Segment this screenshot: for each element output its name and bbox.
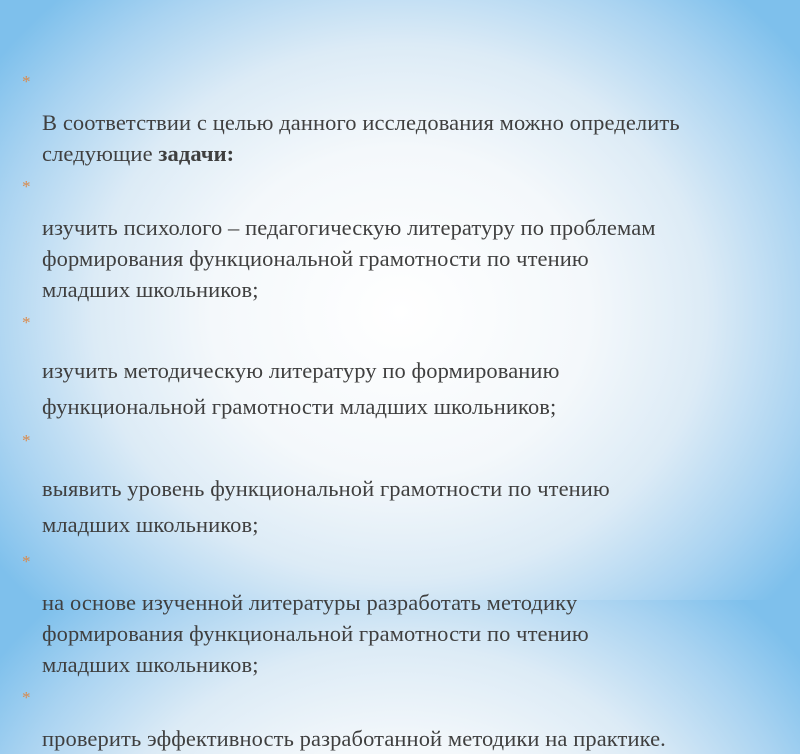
item-text: изучить методическую литературу по формированию функциональной грамотности младших школьников; — [42, 358, 560, 419]
item-text: изучить психолого – педагогическую литературу по проблемам формирования функциональной грамотности по чтению младших школьников; — [42, 215, 656, 302]
list-item — [22, 177, 798, 305]
bullet-icon: * — [22, 552, 31, 571]
list-item — [22, 313, 798, 425]
list-item-intro — [22, 72, 798, 169]
bullet-icon: * — [22, 688, 31, 707]
list-item — [22, 431, 798, 543]
item-text: на основе изученной литературы разработать методику формирования функциональной грамотности по чтению младших школьников; — [42, 590, 589, 677]
bullet-icon: * — [22, 177, 31, 196]
item-text: проверить эффективность разработанной методики на практике. — [42, 726, 666, 751]
list-item — [22, 688, 798, 754]
intro-text: В соответствии с целью данного исследования можно определить следующие — [42, 110, 680, 166]
bullet-icon: * — [22, 72, 31, 91]
list-item — [22, 552, 798, 680]
task-list — [22, 72, 798, 754]
tasks-label: задачи: — [158, 141, 235, 166]
bullet-icon: * — [22, 313, 31, 332]
bullet-icon: * — [22, 431, 31, 450]
item-text: выявить уровень функциональной грамотности по чтению младших школьников; — [42, 476, 610, 537]
